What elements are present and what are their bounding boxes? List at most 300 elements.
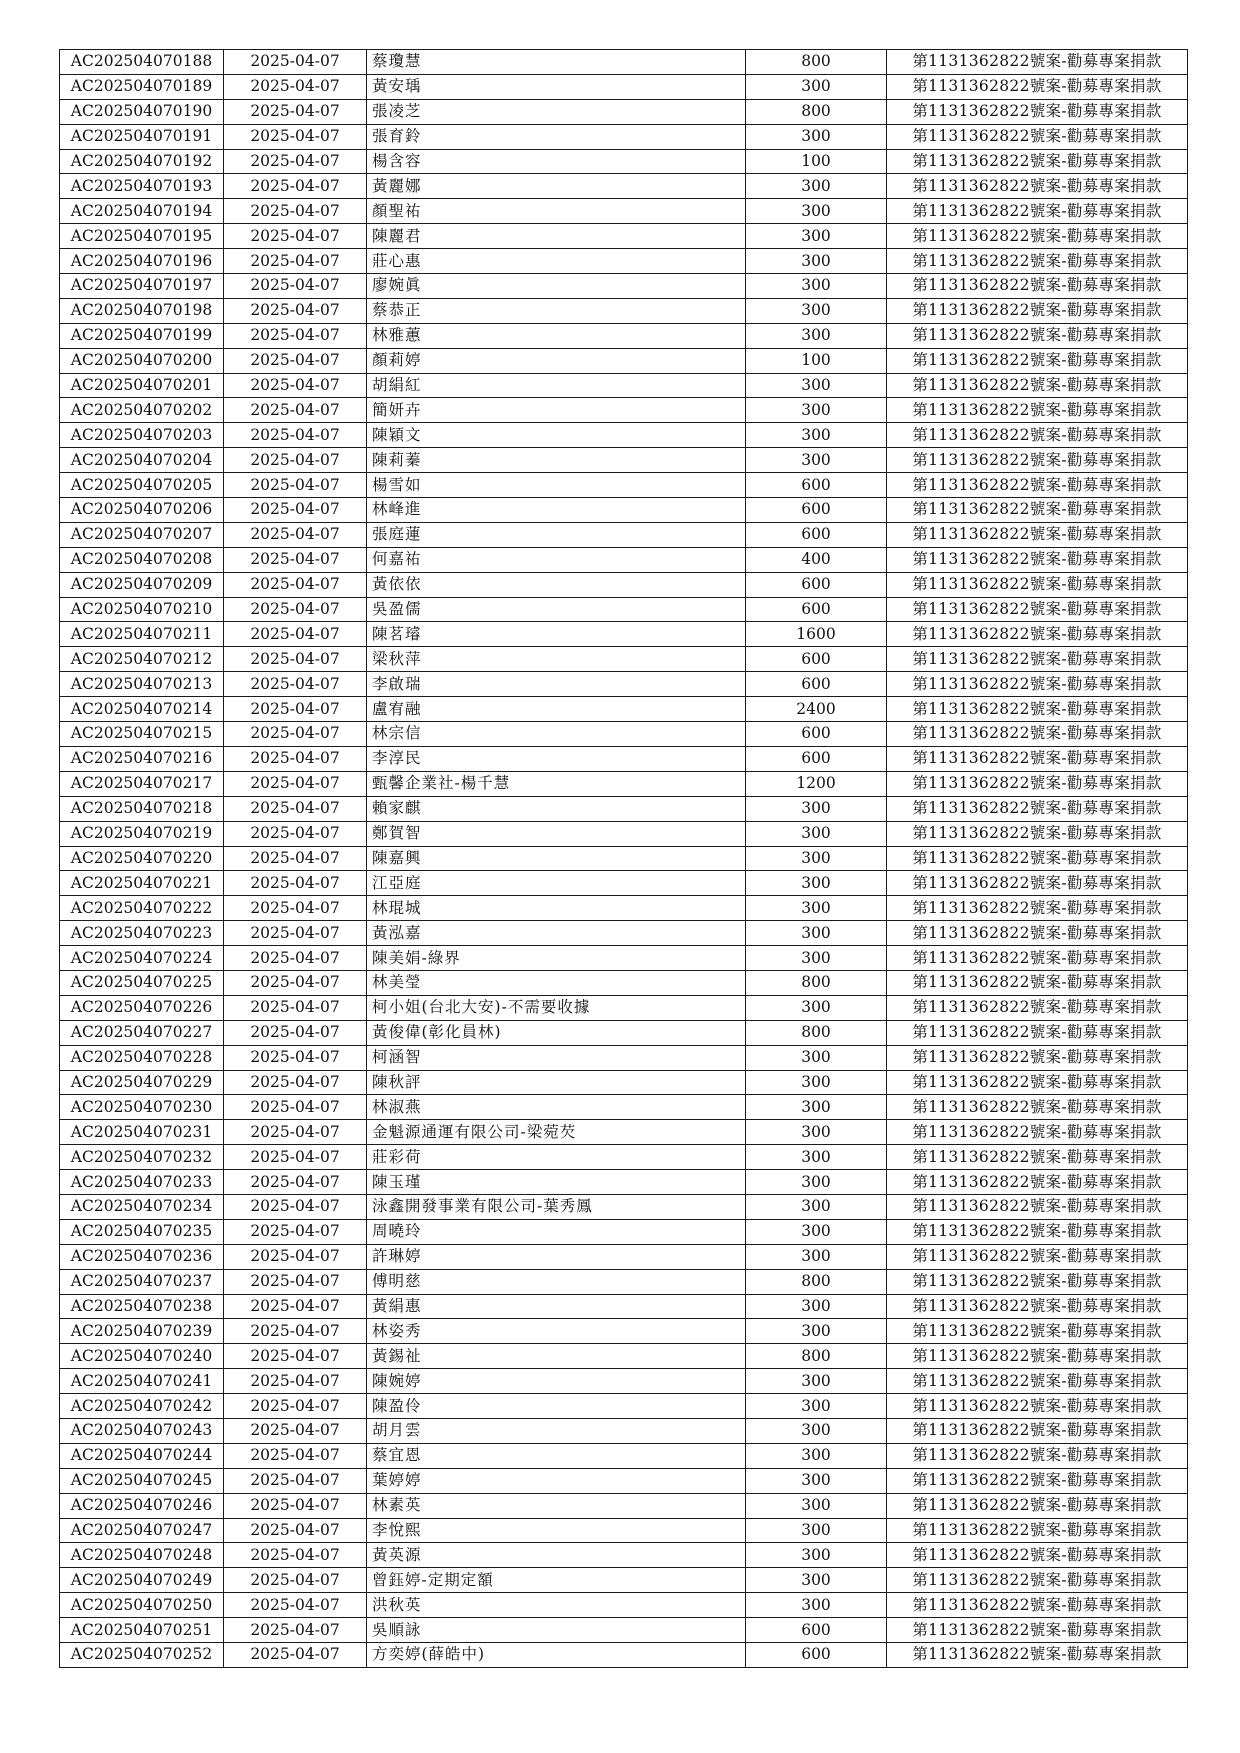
amount-cell: 2400: [746, 697, 887, 722]
note-cell: 第1131362822號案-勸募專案捐款: [887, 1170, 1188, 1195]
donor-name-cell: 梁秋萍: [367, 647, 746, 672]
donor-name-cell: 陳盈伶: [367, 1394, 746, 1419]
date-cell: 2025-04-07: [224, 1319, 367, 1344]
donor-name-cell: 吳順詠: [367, 1618, 746, 1643]
donor-name-cell: 陳嘉興: [367, 846, 746, 871]
donor-name-cell: 洪秋英: [367, 1593, 746, 1618]
date-cell: 2025-04-07: [224, 298, 367, 323]
donor-name-cell: 林姿秀: [367, 1319, 746, 1344]
receipt-id-cell: AC202504070213: [60, 672, 224, 697]
receipt-id-cell: AC202504070211: [60, 622, 224, 647]
date-cell: 2025-04-07: [224, 224, 367, 249]
receipt-id-cell: AC202504070249: [60, 1568, 224, 1593]
note-cell: 第1131362822號案-勸募專案捐款: [887, 896, 1188, 921]
amount-cell: 100: [746, 149, 887, 174]
date-cell: 2025-04-07: [224, 1618, 367, 1643]
table-row: [60, 970, 1188, 995]
donor-name-cell: 黃依依: [367, 572, 746, 597]
amount-cell: 300: [746, 1394, 887, 1419]
date-cell: 2025-04-07: [224, 547, 367, 572]
receipt-id-cell: AC202504070208: [60, 547, 224, 572]
donor-name-cell: 廖婉眞: [367, 274, 746, 299]
amount-cell: 300: [746, 1194, 887, 1219]
date-cell: 2025-04-07: [224, 423, 367, 448]
table-row: [60, 1045, 1188, 1070]
date-cell: 2025-04-07: [224, 274, 367, 299]
table-row: [60, 498, 1188, 523]
date-cell: 2025-04-07: [224, 846, 367, 871]
date-cell: 2025-04-07: [224, 323, 367, 348]
table-row: [60, 199, 1188, 224]
note-cell: 第1131362822號案-勸募專案捐款: [887, 74, 1188, 99]
donor-name-cell: 李悅熙: [367, 1518, 746, 1543]
donor-name-cell: 林雅蕙: [367, 323, 746, 348]
note-cell: 第1131362822號案-勸募專案捐款: [887, 1568, 1188, 1593]
date-cell: 2025-04-07: [224, 1269, 367, 1294]
note-cell: 第1131362822號案-勸募專案捐款: [887, 647, 1188, 672]
donor-name-cell: 張凌芝: [367, 99, 746, 124]
table-row: [60, 697, 1188, 722]
donor-name-cell: 葉婷婷: [367, 1468, 746, 1493]
date-cell: 2025-04-07: [224, 597, 367, 622]
table-row: [60, 572, 1188, 597]
note-cell: 第1131362822號案-勸募專案捐款: [887, 672, 1188, 697]
note-cell: 第1131362822號案-勸募專案捐款: [887, 1344, 1188, 1369]
note-cell: 第1131362822號案-勸募專案捐款: [887, 1244, 1188, 1269]
note-cell: 第1131362822號案-勸募專案捐款: [887, 473, 1188, 498]
receipt-id-cell: AC202504070230: [60, 1095, 224, 1120]
amount-cell: 400: [746, 547, 887, 572]
donor-name-cell: 陳玉瑾: [367, 1170, 746, 1195]
table-row: [60, 597, 1188, 622]
note-cell: 第1131362822號案-勸募專案捐款: [887, 771, 1188, 796]
receipt-id-cell: AC202504070189: [60, 74, 224, 99]
receipt-id-cell: AC202504070243: [60, 1418, 224, 1443]
table-row: [60, 274, 1188, 299]
date-cell: 2025-04-07: [224, 348, 367, 373]
date-cell: 2025-04-07: [224, 373, 367, 398]
receipt-id-cell: AC202504070200: [60, 348, 224, 373]
note-cell: 第1131362822號案-勸募專案捐款: [887, 547, 1188, 572]
date-cell: 2025-04-07: [224, 622, 367, 647]
note-cell: 第1131362822號案-勸募專案捐款: [887, 1145, 1188, 1170]
receipt-id-cell: AC202504070231: [60, 1120, 224, 1145]
receipt-id-cell: AC202504070235: [60, 1219, 224, 1244]
donor-name-cell: 胡月雲: [367, 1418, 746, 1443]
note-cell: 第1131362822號案-勸募專案捐款: [887, 298, 1188, 323]
date-cell: 2025-04-07: [224, 1020, 367, 1045]
donor-name-cell: 林峰進: [367, 498, 746, 523]
table-row: [60, 1170, 1188, 1195]
table-row: [60, 995, 1188, 1020]
date-cell: 2025-04-07: [224, 1219, 367, 1244]
amount-cell: 300: [746, 1443, 887, 1468]
date-cell: 2025-04-07: [224, 448, 367, 473]
note-cell: 第1131362822號案-勸募專案捐款: [887, 697, 1188, 722]
amount-cell: 300: [746, 846, 887, 871]
receipt-id-cell: AC202504070192: [60, 149, 224, 174]
note-cell: 第1131362822號案-勸募專案捐款: [887, 448, 1188, 473]
date-cell: 2025-04-07: [224, 522, 367, 547]
amount-cell: 800: [746, 50, 887, 75]
amount-cell: 800: [746, 1269, 887, 1294]
table-row: [60, 547, 1188, 572]
amount-cell: 300: [746, 796, 887, 821]
receipt-id-cell: AC202504070252: [60, 1643, 224, 1668]
receipt-id-cell: AC202504070202: [60, 398, 224, 423]
note-cell: 第1131362822號案-勸募專案捐款: [887, 746, 1188, 771]
amount-cell: 300: [746, 1568, 887, 1593]
table-row: [60, 298, 1188, 323]
receipt-id-cell: AC202504070242: [60, 1394, 224, 1419]
date-cell: 2025-04-07: [224, 1418, 367, 1443]
date-cell: 2025-04-07: [224, 249, 367, 274]
date-cell: 2025-04-07: [224, 149, 367, 174]
table-row: [60, 771, 1188, 796]
amount-cell: 300: [746, 1045, 887, 1070]
note-cell: 第1131362822號案-勸募專案捐款: [887, 274, 1188, 299]
note-cell: 第1131362822號案-勸募專案捐款: [887, 1443, 1188, 1468]
date-cell: 2025-04-07: [224, 74, 367, 99]
date-cell: 2025-04-07: [224, 1543, 367, 1568]
donor-name-cell: 林宗信: [367, 722, 746, 747]
note-cell: 第1131362822號案-勸募專案捐款: [887, 871, 1188, 896]
donor-name-cell: 黃麗娜: [367, 174, 746, 199]
donor-name-cell: 顏聖祐: [367, 199, 746, 224]
donor-name-cell: 周曉玲: [367, 1219, 746, 1244]
receipt-id-cell: AC202504070209: [60, 572, 224, 597]
donor-name-cell: 黃俊偉(彰化員林): [367, 1020, 746, 1045]
receipt-id-cell: AC202504070215: [60, 722, 224, 747]
note-cell: 第1131362822號案-勸募專案捐款: [887, 398, 1188, 423]
note-cell: 第1131362822號案-勸募專案捐款: [887, 99, 1188, 124]
amount-cell: 300: [746, 1543, 887, 1568]
note-cell: 第1131362822號案-勸募專案捐款: [887, 373, 1188, 398]
donor-name-cell: 林淑燕: [367, 1095, 746, 1120]
receipt-id-cell: AC202504070188: [60, 50, 224, 75]
note-cell: 第1131362822號案-勸募專案捐款: [887, 1543, 1188, 1568]
donor-name-cell: 曾鈺婷-定期定額: [367, 1568, 746, 1593]
amount-cell: 800: [746, 1344, 887, 1369]
date-cell: 2025-04-07: [224, 697, 367, 722]
amount-cell: 300: [746, 398, 887, 423]
note-cell: 第1131362822號案-勸募專案捐款: [887, 1045, 1188, 1070]
receipt-id-cell: AC202504070205: [60, 473, 224, 498]
note-cell: 第1131362822號案-勸募專案捐款: [887, 423, 1188, 448]
amount-cell: 300: [746, 224, 887, 249]
amount-cell: 300: [746, 1170, 887, 1195]
table-row: [60, 448, 1188, 473]
table-row: [60, 1543, 1188, 1568]
donor-name-cell: 盧宥融: [367, 697, 746, 722]
table-row: [60, 921, 1188, 946]
date-cell: 2025-04-07: [224, 647, 367, 672]
date-cell: 2025-04-07: [224, 722, 367, 747]
date-cell: 2025-04-07: [224, 1244, 367, 1269]
table-row: [60, 896, 1188, 921]
amount-cell: 300: [746, 1095, 887, 1120]
note-cell: 第1131362822號案-勸募專案捐款: [887, 224, 1188, 249]
table-row: [60, 398, 1188, 423]
amount-cell: 300: [746, 1070, 887, 1095]
amount-cell: 600: [746, 572, 887, 597]
amount-cell: 600: [746, 473, 887, 498]
receipt-id-cell: AC202504070210: [60, 597, 224, 622]
table-row: [60, 1120, 1188, 1145]
receipt-id-cell: AC202504070195: [60, 224, 224, 249]
donor-name-cell: 陳婉婷: [367, 1369, 746, 1394]
table-row: [60, 473, 1188, 498]
receipt-id-cell: AC202504070224: [60, 946, 224, 971]
donor-name-cell: 柯小姐(台北大安)-不需要收據: [367, 995, 746, 1020]
donor-name-cell: 林素英: [367, 1493, 746, 1518]
amount-cell: 800: [746, 970, 887, 995]
table-row: [60, 50, 1188, 75]
donor-name-cell: 蔡恭正: [367, 298, 746, 323]
donor-name-cell: 傅明慈: [367, 1269, 746, 1294]
receipt-id-cell: AC202504070212: [60, 647, 224, 672]
receipt-id-cell: AC202504070201: [60, 373, 224, 398]
table-row: [60, 846, 1188, 871]
amount-cell: 300: [746, 274, 887, 299]
note-cell: 第1131362822號案-勸募專案捐款: [887, 821, 1188, 846]
donor-name-cell: 許琳婷: [367, 1244, 746, 1269]
note-cell: 第1131362822號案-勸募專案捐款: [887, 50, 1188, 75]
note-cell: 第1131362822號案-勸募專案捐款: [887, 1394, 1188, 1419]
note-cell: 第1131362822號案-勸募專案捐款: [887, 572, 1188, 597]
date-cell: 2025-04-07: [224, 1170, 367, 1195]
note-cell: 第1131362822號案-勸募專案捐款: [887, 124, 1188, 149]
amount-cell: 300: [746, 1468, 887, 1493]
amount-cell: 300: [746, 921, 887, 946]
note-cell: 第1131362822號案-勸募專案捐款: [887, 1120, 1188, 1145]
note-cell: 第1131362822號案-勸募專案捐款: [887, 199, 1188, 224]
amount-cell: 1200: [746, 771, 887, 796]
date-cell: 2025-04-07: [224, 1194, 367, 1219]
table-row: [60, 946, 1188, 971]
note-cell: 第1131362822號案-勸募專案捐款: [887, 622, 1188, 647]
receipt-id-cell: AC202504070220: [60, 846, 224, 871]
amount-cell: 300: [746, 124, 887, 149]
donor-name-cell: 陳穎文: [367, 423, 746, 448]
donation-table-body: [60, 50, 1188, 1668]
table-row: [60, 522, 1188, 547]
amount-cell: 300: [746, 448, 887, 473]
amount-cell: 300: [746, 373, 887, 398]
note-cell: 第1131362822號案-勸募專案捐款: [887, 946, 1188, 971]
receipt-id-cell: AC202504070193: [60, 174, 224, 199]
amount-cell: 600: [746, 722, 887, 747]
receipt-id-cell: AC202504070223: [60, 921, 224, 946]
amount-cell: 300: [746, 323, 887, 348]
receipt-id-cell: AC202504070206: [60, 498, 224, 523]
donor-name-cell: 吳盈儒: [367, 597, 746, 622]
donor-name-cell: 陳麗君: [367, 224, 746, 249]
donor-name-cell: 陳美娟-綠界: [367, 946, 746, 971]
note-cell: 第1131362822號案-勸募專案捐款: [887, 1095, 1188, 1120]
note-cell: 第1131362822號案-勸募專案捐款: [887, 1319, 1188, 1344]
donor-name-cell: 江亞庭: [367, 871, 746, 896]
date-cell: 2025-04-07: [224, 1120, 367, 1145]
receipt-id-cell: AC202504070240: [60, 1344, 224, 1369]
amount-cell: 300: [746, 1219, 887, 1244]
receipt-id-cell: AC202504070204: [60, 448, 224, 473]
date-cell: 2025-04-07: [224, 1145, 367, 1170]
note-cell: 第1131362822號案-勸募專案捐款: [887, 1493, 1188, 1518]
amount-cell: 600: [746, 1643, 887, 1668]
receipt-id-cell: AC202504070250: [60, 1593, 224, 1618]
table-row: [60, 74, 1188, 99]
donor-name-cell: 楊雪如: [367, 473, 746, 498]
receipt-id-cell: AC202504070194: [60, 199, 224, 224]
amount-cell: 600: [746, 498, 887, 523]
donor-name-cell: 陳秋評: [367, 1070, 746, 1095]
note-cell: 第1131362822號案-勸募專案捐款: [887, 522, 1188, 547]
amount-cell: 600: [746, 1618, 887, 1643]
table-row: [60, 1593, 1188, 1618]
amount-cell: 300: [746, 1120, 887, 1145]
date-cell: 2025-04-07: [224, 398, 367, 423]
receipt-id-cell: AC202504070245: [60, 1468, 224, 1493]
amount-cell: 300: [746, 174, 887, 199]
donor-name-cell: 莊彩荷: [367, 1145, 746, 1170]
date-cell: 2025-04-07: [224, 1095, 367, 1120]
date-cell: 2025-04-07: [224, 995, 367, 1020]
date-cell: 2025-04-07: [224, 50, 367, 75]
amount-cell: 300: [746, 249, 887, 274]
table-row: [60, 423, 1188, 448]
donor-name-cell: 蔡宜恩: [367, 1443, 746, 1468]
date-cell: 2025-04-07: [224, 572, 367, 597]
donor-name-cell: 柯涵智: [367, 1045, 746, 1070]
note-cell: 第1131362822號案-勸募專案捐款: [887, 796, 1188, 821]
date-cell: 2025-04-07: [224, 1593, 367, 1618]
donor-name-cell: 賴家麒: [367, 796, 746, 821]
receipt-id-cell: AC202504070203: [60, 423, 224, 448]
donor-name-cell: 陳莉蓁: [367, 448, 746, 473]
receipt-id-cell: AC202504070239: [60, 1319, 224, 1344]
amount-cell: 300: [746, 1294, 887, 1319]
amount-cell: 1600: [746, 622, 887, 647]
date-cell: 2025-04-07: [224, 970, 367, 995]
date-cell: 2025-04-07: [224, 498, 367, 523]
date-cell: 2025-04-07: [224, 1518, 367, 1543]
donor-name-cell: 黃錫祉: [367, 1344, 746, 1369]
table-row: [60, 1568, 1188, 1593]
note-cell: 第1131362822號案-勸募專案捐款: [887, 1418, 1188, 1443]
note-cell: 第1131362822號案-勸募專案捐款: [887, 1369, 1188, 1394]
donor-name-cell: 張庭蓮: [367, 522, 746, 547]
note-cell: 第1131362822號案-勸募專案捐款: [887, 921, 1188, 946]
receipt-id-cell: AC202504070246: [60, 1493, 224, 1518]
table-row: [60, 1518, 1188, 1543]
note-cell: 第1131362822號案-勸募專案捐款: [887, 1020, 1188, 1045]
note-cell: 第1131362822號案-勸募專案捐款: [887, 174, 1188, 199]
table-row: [60, 224, 1188, 249]
donation-table: [59, 49, 1188, 1668]
donor-name-cell: 方奕婷(薛皓中): [367, 1643, 746, 1668]
receipt-id-cell: AC202504070232: [60, 1145, 224, 1170]
donor-name-cell: 金魁源通運有限公司-梁菀芡: [367, 1120, 746, 1145]
table-row: [60, 1145, 1188, 1170]
amount-cell: 600: [746, 746, 887, 771]
date-cell: 2025-04-07: [224, 473, 367, 498]
table-row: [60, 1443, 1188, 1468]
date-cell: 2025-04-07: [224, 746, 367, 771]
date-cell: 2025-04-07: [224, 124, 367, 149]
date-cell: 2025-04-07: [224, 1468, 367, 1493]
receipt-id-cell: AC202504070218: [60, 796, 224, 821]
amount-cell: 600: [746, 597, 887, 622]
table-row: [60, 672, 1188, 697]
receipt-id-cell: AC202504070198: [60, 298, 224, 323]
receipt-id-cell: AC202504070216: [60, 746, 224, 771]
receipt-id-cell: AC202504070247: [60, 1518, 224, 1543]
date-cell: 2025-04-07: [224, 1070, 367, 1095]
note-cell: 第1131362822號案-勸募專案捐款: [887, 1593, 1188, 1618]
amount-cell: 300: [746, 423, 887, 448]
table-row: [60, 1418, 1188, 1443]
table-row: [60, 1493, 1188, 1518]
donor-name-cell: 泳鑫開發事業有限公司-葉秀鳳: [367, 1194, 746, 1219]
table-row: [60, 1020, 1188, 1045]
table-row: [60, 99, 1188, 124]
note-cell: 第1131362822號案-勸募專案捐款: [887, 348, 1188, 373]
receipt-id-cell: AC202504070225: [60, 970, 224, 995]
note-cell: 第1131362822號案-勸募專案捐款: [887, 498, 1188, 523]
receipt-id-cell: AC202504070199: [60, 323, 224, 348]
receipt-id-cell: AC202504070244: [60, 1443, 224, 1468]
note-cell: 第1131362822號案-勸募專案捐款: [887, 1468, 1188, 1493]
table-row: [60, 1095, 1188, 1120]
receipt-id-cell: AC202504070217: [60, 771, 224, 796]
table-row: [60, 1244, 1188, 1269]
date-cell: 2025-04-07: [224, 672, 367, 697]
donor-name-cell: 胡絹紅: [367, 373, 746, 398]
table-row: [60, 249, 1188, 274]
date-cell: 2025-04-07: [224, 1294, 367, 1319]
receipt-id-cell: AC202504070228: [60, 1045, 224, 1070]
donor-name-cell: 林琨城: [367, 896, 746, 921]
table-row: [60, 746, 1188, 771]
table-row: [60, 1269, 1188, 1294]
receipt-id-cell: AC202504070222: [60, 896, 224, 921]
amount-cell: 300: [746, 1593, 887, 1618]
note-cell: 第1131362822號案-勸募專案捐款: [887, 995, 1188, 1020]
donor-name-cell: 黃安瑀: [367, 74, 746, 99]
donor-name-cell: 林美瑩: [367, 970, 746, 995]
table-row: [60, 174, 1188, 199]
donor-name-cell: 黃英源: [367, 1543, 746, 1568]
receipt-id-cell: AC202504070191: [60, 124, 224, 149]
receipt-id-cell: AC202504070196: [60, 249, 224, 274]
note-cell: 第1131362822號案-勸募專案捐款: [887, 1518, 1188, 1543]
date-cell: 2025-04-07: [224, 821, 367, 846]
note-cell: 第1131362822號案-勸募專案捐款: [887, 846, 1188, 871]
date-cell: 2025-04-07: [224, 946, 367, 971]
date-cell: 2025-04-07: [224, 1568, 367, 1593]
donor-name-cell: 陳茗璿: [367, 622, 746, 647]
date-cell: 2025-04-07: [224, 896, 367, 921]
amount-cell: 300: [746, 1418, 887, 1443]
donor-name-cell: 張育鈴: [367, 124, 746, 149]
receipt-id-cell: AC202504070234: [60, 1194, 224, 1219]
note-cell: 第1131362822號案-勸募專案捐款: [887, 1618, 1188, 1643]
table-row: [60, 1219, 1188, 1244]
receipt-id-cell: AC202504070214: [60, 697, 224, 722]
amount-cell: 300: [746, 871, 887, 896]
amount-cell: 300: [746, 995, 887, 1020]
